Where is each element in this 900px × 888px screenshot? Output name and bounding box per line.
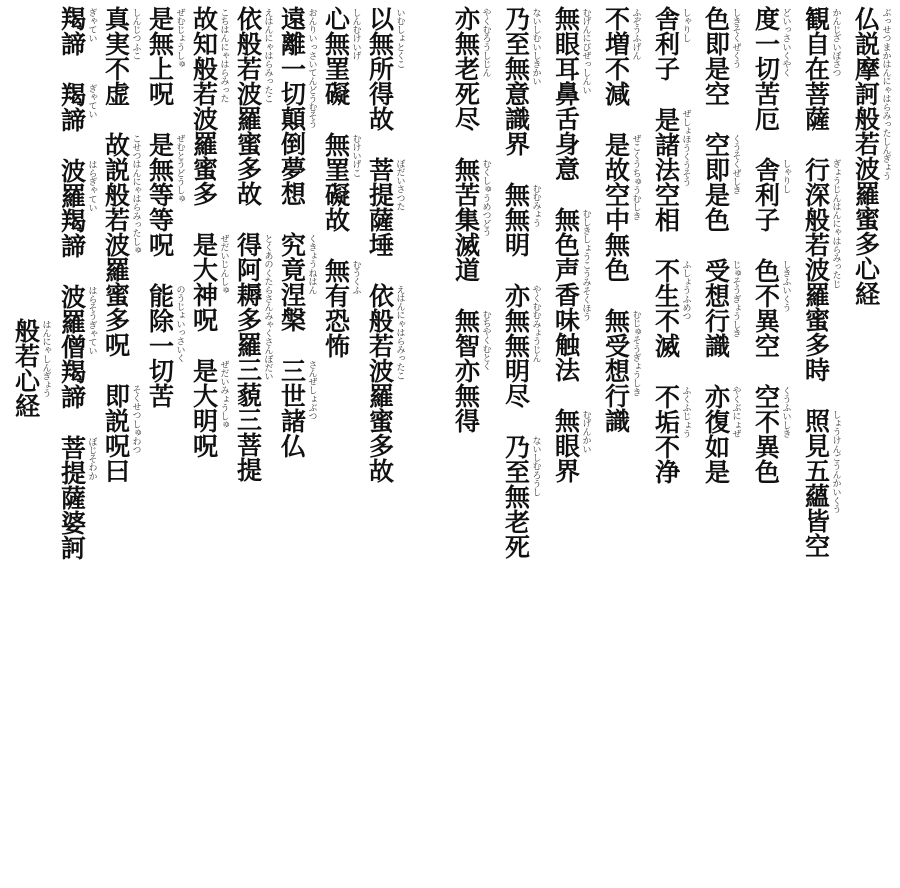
sutra-column — [748, 6, 794, 576]
sutra-text: 無眼耳鼻舌身意 — [551, 6, 581, 181]
sutra-phrase — [652, 6, 691, 81]
furigana-reading: しんじつふこ — [130, 8, 141, 60]
sutra-phrase — [752, 258, 791, 358]
sutra-text: 色即是空 — [701, 6, 731, 106]
sutra-phrase — [322, 132, 361, 232]
sutra-phrase — [102, 132, 141, 357]
sutra-phrase — [452, 308, 491, 433]
sutra-text: 故知般若波羅蜜多 — [189, 6, 219, 206]
furigana-reading: こせつはんにゃはらみったしゅ — [130, 134, 141, 255]
sutra-phrase — [602, 6, 641, 106]
furigana-reading: ぶっせつまかはんにゃはらみったしんぎょう — [880, 8, 891, 181]
sutra-phrase — [146, 132, 185, 257]
furigana-reading: かんじざいぼさつ — [830, 8, 841, 77]
sutra-text: 般若心経 — [11, 318, 41, 418]
furigana-reading: ぜしょほうくうそう — [680, 109, 691, 187]
sutra-column — [698, 6, 744, 576]
furigana-reading: えはんにゃはらみったこ — [394, 285, 405, 380]
sutra-phrase — [802, 6, 841, 131]
sutra-text: 是大神呪 — [189, 232, 219, 332]
sutra-text: 空不異色 — [751, 384, 781, 484]
sutra-text: 乃至無老死 — [501, 434, 531, 559]
sutra-text: 亦無無明尽 — [501, 283, 531, 408]
sutra-text: 遠離一切顛倒夢想 — [277, 6, 307, 206]
furigana-reading: ぼじそわか — [86, 437, 97, 481]
furigana-reading: どいっさいくやく — [780, 8, 791, 77]
sutra-text: 受想行識 — [701, 258, 731, 358]
furigana-reading: むしきしょうこうみそくほう — [580, 209, 591, 321]
furigana-reading: ぜだいみょうしゅ — [218, 360, 229, 429]
sutra-text: 依般若波羅蜜多故 — [233, 6, 263, 206]
furigana-reading: くうふいしき — [780, 386, 791, 438]
sutra-column — [142, 6, 188, 576]
furigana-reading: やくむろうしじん — [480, 8, 491, 77]
furigana-reading: ぜむじょうしゅ — [174, 8, 185, 69]
furigana-reading: むくしゅうめつどう — [480, 159, 491, 237]
furigana-reading: むげんかい — [580, 410, 591, 454]
sutra-phrase — [190, 358, 229, 458]
furigana-reading: じゅそうぎょうしき — [730, 260, 741, 338]
sutra-text: 仏説摩訶般若波羅蜜多心経 — [851, 6, 881, 306]
furigana-reading: ぎゃてい — [86, 84, 97, 119]
furigana-reading: はらそうぎゃてい — [86, 286, 97, 355]
sutra-text: 無智亦無得 — [451, 308, 481, 433]
sutra-column — [448, 6, 494, 576]
sutra-phrase — [552, 408, 591, 483]
sutra-phrase — [602, 308, 641, 433]
sutra-text: 行深般若波羅蜜多時 — [801, 157, 831, 382]
sutra-phrase — [752, 384, 791, 484]
sutra-text: 度一切苦厄 — [751, 6, 781, 131]
furigana-reading: やくぶにょぜ — [730, 386, 741, 438]
sutra-phrase — [702, 6, 741, 106]
sutra-phrase — [278, 232, 317, 332]
furigana-reading: むけいげこ — [350, 134, 361, 178]
sutra-phrase — [702, 384, 741, 484]
sutra-text: 真実不虚 — [101, 6, 131, 106]
furigana-reading: しきそくぜくう — [730, 8, 741, 69]
sutra-column — [648, 6, 694, 576]
sutra-column — [548, 6, 594, 576]
sutra-phrase — [366, 157, 405, 257]
sutra-text: 是無等等呪 — [145, 132, 175, 257]
furigana-reading: ふくふじょう — [680, 386, 691, 438]
furigana-reading: そくせつしゅわつ — [130, 385, 141, 454]
furigana-reading: こちはんにゃはらみった — [218, 8, 229, 103]
sutra-text: 羯諦 — [57, 82, 87, 132]
sutra-column — [362, 6, 408, 576]
sutra-text: 亦復如是 — [701, 384, 731, 484]
sutra-text: 舎利子 — [751, 157, 781, 232]
furigana-reading: むじゅそうぎょうしき — [630, 310, 641, 397]
sutra-phrase — [58, 435, 97, 560]
sutra-phrase — [102, 383, 141, 483]
sutra-column — [318, 6, 364, 576]
sutra-text: 三世諸仏 — [277, 358, 307, 458]
sutra-phrase — [802, 408, 841, 558]
sutra-text: 亦無老死尽 — [451, 6, 481, 131]
furigana-reading: ぜむとうどうしゅ — [174, 134, 185, 203]
sutra-text: 是大明呪 — [189, 358, 219, 458]
furigana-reading: ふぞうふげん — [630, 8, 641, 60]
sutra-text: 故説般若波羅蜜多呪 — [101, 132, 131, 357]
sutra-phrase — [58, 158, 97, 258]
sutra-phrase — [702, 258, 741, 358]
sutra-column — [498, 6, 544, 576]
sutra-text: 観自在菩薩 — [801, 6, 831, 131]
sutra-text: 無眼界 — [551, 408, 581, 483]
sutra-text: 無有恐怖 — [321, 258, 351, 358]
sutra-text: 菩提薩埵 — [365, 157, 395, 257]
furigana-reading: しゃりし — [680, 8, 691, 43]
sutra-text: 即説呪曰 — [101, 383, 131, 483]
sutra-phrase — [12, 318, 51, 418]
sutra-column — [598, 6, 644, 576]
sutra-column — [98, 6, 144, 576]
furigana-reading: さんぜしょぶつ — [306, 360, 317, 421]
sutra-text: 無苦集滅道 — [451, 157, 481, 282]
sutra-text: 舎利子 — [651, 6, 681, 81]
sutra-column — [54, 6, 100, 576]
sutra-phrase — [552, 207, 591, 382]
furigana-reading: おんりいっさいてんどうむそう — [306, 8, 317, 129]
furigana-reading: くきょうねはん — [306, 234, 317, 295]
furigana-reading: のうじょいっさいく — [174, 285, 185, 363]
sutra-phrase — [702, 132, 741, 232]
furigana-reading: ぎゃてい — [86, 8, 97, 43]
sutra-text: 不垢不浄 — [651, 384, 681, 484]
sutra-phrase — [322, 258, 361, 358]
sutra-text: 色不異空 — [751, 258, 781, 358]
sutra-phrase — [802, 157, 841, 382]
sutra-text: 波羅羯諦 — [57, 158, 87, 258]
sutra-text: 無罣礙故 — [321, 132, 351, 232]
sutra-text: 得阿耨多羅三藐三菩提 — [233, 232, 263, 482]
sutra-column — [848, 6, 894, 576]
sutra-phrase — [278, 358, 317, 458]
sutra-phrase — [852, 6, 891, 306]
sutra-text: 能除一切苦 — [145, 283, 175, 408]
furigana-reading: くうそくぜしき — [730, 134, 741, 195]
sutra-phrase — [752, 157, 791, 232]
sutra-phrase — [146, 6, 185, 106]
furigana-reading: ふしょうふめつ — [680, 260, 691, 321]
furigana-reading: ぜこくうちゅうむしき — [630, 134, 641, 221]
sutra-text: 乃至無意識界 — [501, 6, 531, 156]
furigana-reading: ぜだいじんしゅ — [218, 234, 229, 295]
sutra-phrase — [234, 6, 273, 206]
furigana-reading: むむみょう — [530, 184, 541, 228]
furigana-reading: とくあのくたらさんみゃくさんぼだい — [262, 234, 273, 381]
sutra-text: 無受想行識 — [601, 308, 631, 433]
sutra-phrase — [652, 258, 691, 358]
sutra-phrase — [502, 6, 541, 156]
sutra-text: 不増不減 — [601, 6, 631, 106]
sutra-text: 空即是色 — [701, 132, 731, 232]
sutra-phrase — [752, 6, 791, 131]
furigana-reading: ないしむろうし — [530, 436, 541, 497]
furigana-reading: むちやくむとく — [480, 310, 491, 371]
sutra-phrase — [190, 232, 229, 332]
furigana-reading: やくむむみょうじん — [530, 285, 541, 363]
sutra-phrase — [58, 82, 97, 132]
furigana-reading: ぼだいさつた — [394, 159, 405, 211]
furigana-reading: むうくふ — [350, 260, 361, 295]
furigana-reading: ないしむいしきかい — [530, 8, 541, 86]
sutra-phrase — [190, 6, 229, 206]
sutra-text: 以無所得故 — [365, 6, 395, 131]
sutra-column — [274, 6, 320, 576]
furigana-reading: はんにゃしんぎょう — [40, 320, 51, 398]
sutra-text: 羯諦 — [57, 6, 87, 56]
sutra-column — [230, 6, 276, 576]
sutra-phrase — [502, 283, 541, 408]
furigana-reading: はらぎゃてい — [86, 160, 97, 212]
sutra-text: 是諸法空相 — [651, 107, 681, 232]
sutra-phrase — [234, 232, 273, 482]
furigana-reading: えはんにゃはらみったこ — [262, 8, 273, 103]
sutra-phrase — [652, 107, 691, 232]
sutra-text: 是無上呪 — [145, 6, 175, 106]
sutra-text: 照見五蘊皆空 — [801, 408, 831, 558]
furigana-reading: ぎょうじんはんにゃはらみったじ — [830, 159, 841, 289]
sutra-phrase — [322, 6, 361, 106]
sutra-text: 心無罣礙 — [321, 6, 351, 106]
furigana-reading: いむしょとくこ — [394, 8, 405, 69]
sutra-column — [8, 318, 54, 888]
sutra-phrase — [502, 182, 541, 257]
sutra-phrase — [452, 157, 491, 282]
sutra-text: 究竟涅槃 — [277, 232, 307, 332]
sutra-phrase — [58, 6, 97, 56]
sutra-phrase — [552, 6, 591, 181]
sutra-phrase — [58, 284, 97, 409]
furigana-reading: しゃりし — [780, 159, 791, 194]
sutra-text: 是故空中無色 — [601, 132, 631, 282]
sutra-phrase — [366, 283, 405, 483]
sutra-text: 菩提薩婆訶 — [57, 435, 87, 560]
furigana-reading: しんむけいげ — [350, 8, 361, 60]
sutra-phrase — [102, 6, 141, 106]
sutra-text: 依般若波羅蜜多故 — [365, 283, 395, 483]
sutra-text: 波羅僧羯諦 — [57, 284, 87, 409]
sutra-phrase — [146, 283, 185, 408]
furigana-reading: しきふいくう — [780, 260, 791, 312]
sutra-text: 無色声香味触法 — [551, 207, 581, 382]
sutra-phrase — [652, 384, 691, 484]
sutra-phrase — [366, 6, 405, 131]
sutra-phrase — [602, 132, 641, 282]
sutra-text: 無無明 — [501, 182, 531, 257]
furigana-reading: しょうけんごうんかいくう — [830, 410, 841, 514]
sutra-phrase — [278, 6, 317, 206]
furigana-reading: むげんにびぜっしんい — [580, 8, 591, 95]
sutra-phrase — [452, 6, 491, 131]
sutra-column — [186, 6, 232, 576]
sutra-column — [798, 6, 844, 576]
sutra-text: 不生不滅 — [651, 258, 681, 358]
sutra-phrase — [502, 434, 541, 559]
